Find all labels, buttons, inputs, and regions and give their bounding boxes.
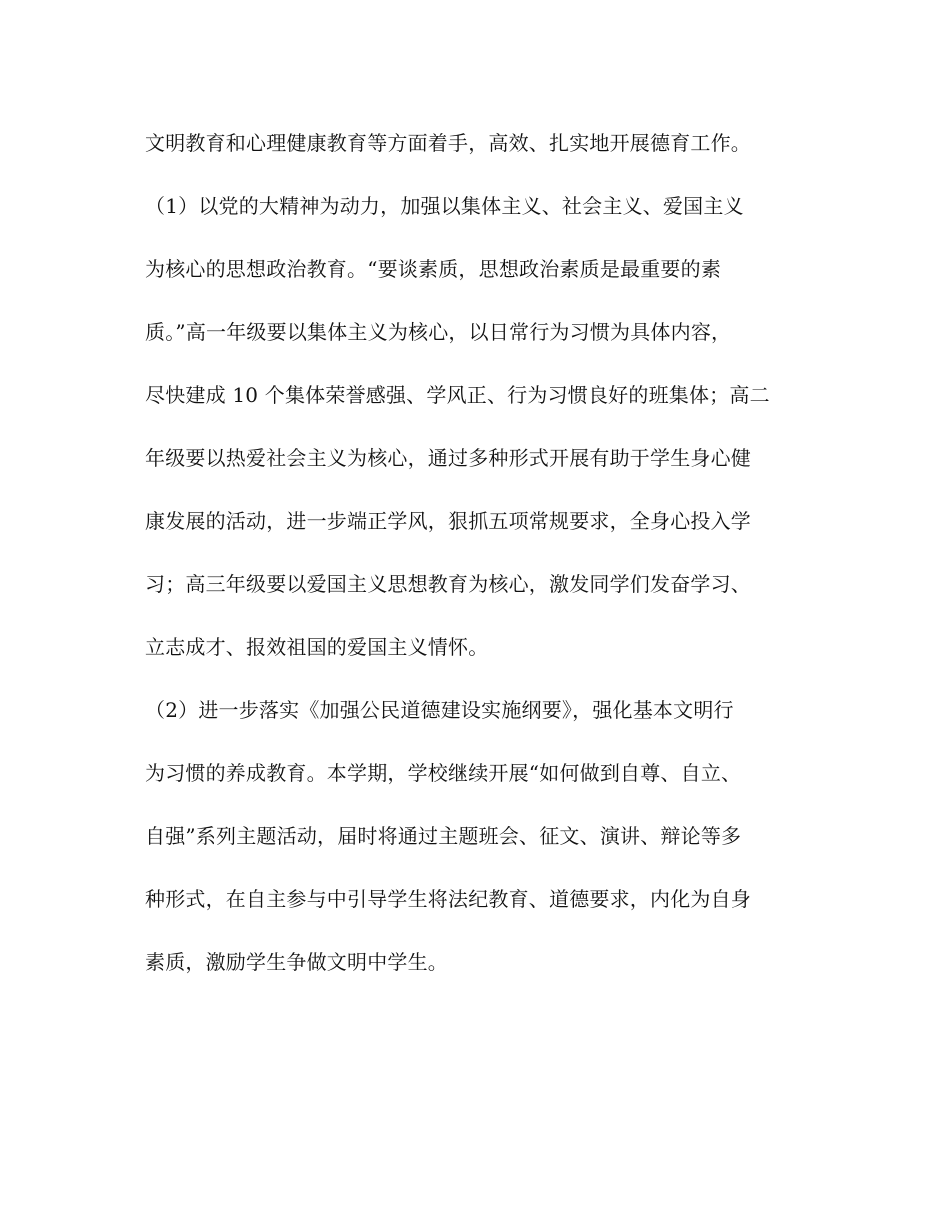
paragraph-line-2: （1）以党的大精神为动力，加强以集体主义、社会主义、爱国主义 xyxy=(145,194,744,218)
paragraph-line-1: 文明教育和心理健康教育等方面着手，高效、扎实地开展德育工作。 xyxy=(145,131,751,155)
paragraph-line-13: 种形式，在自主参与中引导学生将法纪教育、道德要求，内化为自身 xyxy=(145,887,751,911)
paragraph-line-12: 自强”系列主题活动，届时将通过主题班会、征文、演讲、辩论等多 xyxy=(145,824,742,848)
paragraph-line-10: （2）进一步落实《加强公民道德建设实施纲要》，强化基本文明行 xyxy=(145,698,734,722)
paragraph-line-11: 为习惯的养成教育。本学期，学校继续开展“如何做到自尊、自立、 xyxy=(145,761,742,785)
paragraph-line-9: 立志成才、报效祖国的爱国主义情怀。 xyxy=(145,635,489,659)
document-body xyxy=(145,125,815,1007)
paragraph-line-14: 素质，激励学生争做文明中学生。 xyxy=(145,950,448,974)
paragraph-line-3: 为核心的思想政治教育。“要谈素质，思想政治素质是最重要的素 xyxy=(145,257,722,281)
paragraph-line-7: 康发展的活动，进一步端正学风，狠抓五项常规要求，全身心投入学 xyxy=(145,509,751,533)
paragraph-line-5: 尽快建成 10 个集体荣誉感强、学风正、行为习惯良好的班集体；高二 xyxy=(145,383,770,407)
paragraph-line-6: 年级要以热爱社会主义为核心，通过多种形式开展有助于学生身心健 xyxy=(145,446,751,470)
paragraph-line-4: 质。”高一年级要以集体主义为核心，以日常行为习惯为具体内容， xyxy=(145,320,732,344)
paragraph-line-8: 习；高三年级要以爱国主义思想教育为核心，激发同学们发奋学习、 xyxy=(145,572,751,596)
